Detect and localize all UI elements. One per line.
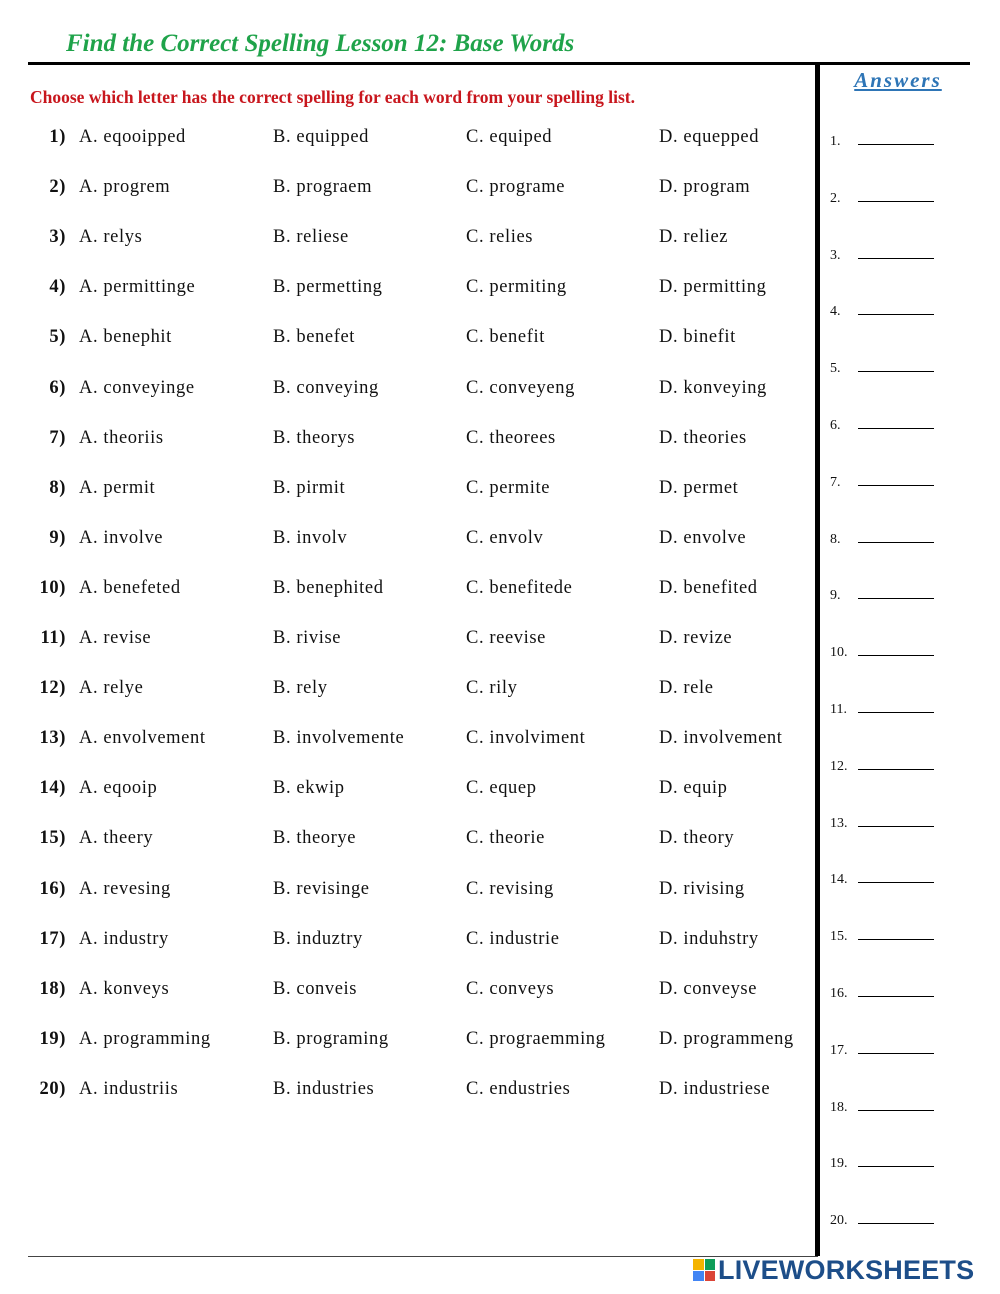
answers-heading: Answers — [854, 68, 942, 92]
answer-blank[interactable] — [858, 371, 934, 372]
option-d[interactable]: D. equepped — [659, 127, 760, 147]
option-d[interactable]: D. theory — [659, 828, 735, 849]
answer-blank[interactable] — [858, 712, 934, 713]
question-row — [0, 1079, 815, 1109]
option-c[interactable]: C. relies — [466, 227, 534, 248]
liveworksheets-brand — [693, 1254, 974, 1286]
answer-blank[interactable] — [858, 314, 934, 315]
option-d[interactable]: D. reliez — [659, 227, 729, 248]
option-b[interactable]: B. involvemente — [273, 728, 405, 749]
option-a[interactable]: A. programming — [79, 1028, 211, 1049]
option-b[interactable]: B. programing — [273, 1028, 389, 1049]
answer-number: 1. — [830, 134, 841, 149]
answer-row — [830, 1156, 934, 1176]
option-b[interactable]: B. conveying — [273, 377, 379, 398]
option-b[interactable]: B. benephited — [273, 577, 384, 598]
answer-number: 5. — [830, 361, 841, 377]
question-number: 17) — [39, 928, 66, 949]
question-number: 15) — [39, 828, 66, 849]
instructions: Choose which letter has the correct spelling for each word from your spelling list. — [30, 87, 635, 107]
option-c[interactable]: C. rily — [466, 678, 518, 699]
option-d[interactable]: D. binefit — [659, 327, 736, 348]
question-number: 14) — [39, 778, 66, 799]
option-a[interactable]: A. industry — [79, 928, 169, 949]
option-d[interactable]: D. programmeng — [659, 1028, 794, 1049]
answer-blank[interactable] — [858, 996, 934, 997]
answer-number: 20. — [830, 1213, 848, 1229]
answer-number: 8. — [830, 531, 841, 547]
question-number: 1) — [49, 127, 66, 147]
option-c[interactable]: C. envolv — [466, 527, 544, 548]
answer-blank[interactable] — [858, 1053, 934, 1054]
answer-row — [830, 986, 934, 1006]
question-number: 18) — [39, 978, 66, 999]
option-b[interactable]: B. induztry — [273, 928, 363, 949]
question-number: 20) — [39, 1078, 66, 1099]
question-row — [0, 929, 815, 959]
question-row — [0, 177, 815, 207]
option-a[interactable]: A. permit — [79, 477, 156, 498]
option-c[interactable]: C. benefitede — [466, 577, 573, 598]
answer-row — [830, 759, 934, 779]
answer-blank[interactable] — [858, 939, 934, 940]
answer-number: 6. — [830, 418, 841, 433]
option-c[interactable]: C. endustries — [466, 1078, 571, 1099]
answer-blank[interactable] — [858, 144, 934, 145]
answer-blank[interactable] — [858, 769, 934, 770]
question-row — [0, 678, 815, 708]
answer-number: 14. — [830, 872, 848, 888]
option-b[interactable]: B. theorye — [273, 828, 357, 849]
question-number: 10) — [39, 577, 66, 598]
option-d[interactable]: D. konveying — [659, 377, 767, 398]
option-c[interactable]: C. theorees — [466, 427, 556, 448]
answer-row — [830, 304, 934, 324]
answer-row — [830, 418, 934, 438]
option-d[interactable]: D. envolve — [659, 527, 747, 548]
answer-number: 3. — [830, 247, 841, 263]
option-b[interactable]: B. rely — [273, 678, 328, 699]
option-a[interactable]: A. theery — [79, 828, 154, 849]
option-b[interactable]: B. benefet — [273, 327, 356, 348]
option-b[interactable]: B. rivise — [273, 628, 342, 648]
question-number: 4) — [49, 277, 66, 298]
question-row — [0, 1029, 815, 1059]
question-number: 8) — [49, 477, 66, 498]
logo-tile — [705, 1259, 716, 1270]
option-b[interactable]: B. conveis — [273, 978, 358, 999]
question-number: 5) — [49, 327, 66, 348]
option-d[interactable]: D. rivising — [659, 878, 745, 899]
logo-tile — [693, 1259, 704, 1270]
option-d[interactable]: D. equip — [659, 778, 728, 799]
answer-row — [830, 134, 934, 154]
option-d[interactable]: D. revize — [659, 628, 733, 648]
answer-number: 17. — [830, 1042, 848, 1058]
option-d[interactable]: D. induhstry — [659, 928, 759, 949]
option-a[interactable]: A. benephit — [79, 327, 172, 348]
answer-row — [830, 816, 934, 836]
answer-blank[interactable] — [858, 598, 934, 599]
question-row — [0, 528, 815, 558]
option-b[interactable]: B. ekwip — [273, 778, 345, 799]
option-a[interactable]: A. envolvement — [79, 728, 206, 749]
option-b[interactable]: B. pirmit — [273, 477, 346, 498]
question-number: 6) — [49, 377, 66, 398]
option-c[interactable]: C. programe — [466, 177, 566, 198]
question-row — [0, 277, 815, 307]
question-row — [0, 478, 815, 508]
answer-blank[interactable] — [858, 882, 934, 883]
option-b[interactable]: B. industries — [273, 1078, 375, 1099]
option-c[interactable]: C. permite — [466, 477, 551, 498]
answer-number: 11. — [830, 702, 847, 717]
question-number: 3) — [49, 227, 66, 248]
answer-number: 2. — [830, 190, 841, 206]
brand-name: LIVEWORKSHEETS — [718, 1254, 975, 1285]
option-b[interactable]: B. reliese — [273, 227, 349, 248]
option-a[interactable]: A. eqooipped — [79, 127, 186, 147]
answer-number: 16. — [830, 986, 848, 1001]
option-a[interactable]: A. conveyinge — [79, 377, 195, 398]
option-b[interactable]: B. theorys — [273, 427, 356, 448]
answer-row — [830, 929, 934, 949]
answer-number: 13. — [830, 815, 848, 831]
question-number: 16) — [39, 878, 66, 899]
option-c[interactable]: C. theorie — [466, 828, 545, 849]
question-row — [0, 728, 815, 758]
liveworksheets-logo-icon — [693, 1259, 715, 1281]
option-b[interactable]: B. prograem — [273, 177, 373, 198]
logo-tile — [705, 1271, 716, 1282]
answer-number: 18. — [830, 1099, 848, 1115]
option-c[interactable]: C. prograemming — [466, 1028, 606, 1049]
question-number: 19) — [39, 1028, 66, 1049]
question-number: 11) — [40, 628, 66, 648]
question-row — [0, 378, 815, 408]
answer-blank[interactable] — [858, 826, 934, 827]
answer-number: 4. — [830, 304, 841, 320]
answer-row — [830, 191, 934, 211]
option-a[interactable]: A. eqooip — [79, 778, 158, 799]
option-d[interactable]: D. involvement — [659, 728, 783, 749]
answer-blank[interactable] — [858, 655, 934, 656]
answer-number: 7. — [830, 474, 841, 490]
option-c[interactable]: C. conveys — [466, 978, 555, 999]
question-number: 13) — [39, 728, 66, 749]
option-a[interactable]: A. permittinge — [79, 277, 196, 298]
option-d[interactable]: D. rele — [659, 678, 714, 699]
option-d[interactable]: D. industriese — [659, 1078, 771, 1099]
option-a[interactable]: A. involve — [79, 527, 164, 548]
option-c[interactable]: C. equep — [466, 778, 537, 799]
question-row — [0, 127, 815, 157]
answer-blank[interactable] — [858, 485, 934, 486]
option-c[interactable]: C. conveyeng — [466, 377, 575, 398]
answer-row — [830, 361, 934, 381]
answer-number: 19. — [830, 1156, 848, 1172]
question-row — [0, 778, 815, 808]
answer-blank[interactable] — [858, 1223, 934, 1224]
question-row — [0, 578, 815, 608]
question-number: 2) — [49, 177, 66, 198]
option-a[interactable]: A. revesing — [79, 878, 171, 899]
option-c[interactable]: C. reevise — [466, 628, 546, 648]
option-d[interactable]: D. permet — [659, 477, 739, 498]
question-number: 9) — [49, 527, 66, 548]
option-a[interactable]: A. theoriis — [79, 427, 164, 448]
answer-number: 12. — [830, 758, 848, 774]
answer-row — [830, 872, 934, 892]
question-row — [0, 428, 815, 458]
option-d[interactable]: D. theories — [659, 427, 747, 448]
answer-row — [830, 475, 934, 495]
option-a[interactable]: A. progrem — [79, 177, 171, 198]
option-c[interactable]: C. equiped — [466, 127, 553, 147]
option-a[interactable]: A. benefeted — [79, 577, 181, 598]
question-row — [0, 979, 815, 1009]
option-a[interactable]: A. industriis — [79, 1078, 179, 1099]
option-c[interactable]: C. revising — [466, 878, 554, 899]
answer-row — [830, 1213, 934, 1233]
answer-blank[interactable] — [858, 1166, 934, 1167]
answers-column-divider — [815, 62, 820, 1256]
answer-row — [830, 702, 934, 722]
answer-row — [830, 248, 934, 268]
answer-row — [830, 1100, 934, 1120]
page-title: Find the Correct Spelling Lesson 12: Base Words — [66, 30, 575, 57]
option-a[interactable]: A. relye — [79, 678, 144, 699]
option-c[interactable]: C. permiting — [466, 277, 567, 298]
answer-blank[interactable] — [858, 1110, 934, 1111]
option-b[interactable]: B. revisinge — [273, 878, 370, 899]
option-b[interactable]: B. involv — [273, 527, 348, 548]
answer-row — [830, 588, 934, 608]
option-d[interactable]: D. benefited — [659, 577, 758, 598]
option-b[interactable]: B. permetting — [273, 277, 383, 298]
answer-blank[interactable] — [858, 258, 934, 259]
option-c[interactable]: C. involviment — [466, 728, 586, 749]
answer-blank[interactable] — [858, 428, 934, 429]
question-number: 12) — [39, 678, 66, 699]
question-row — [0, 327, 815, 357]
answer-row — [830, 645, 934, 665]
option-d[interactable]: D. program — [659, 177, 751, 198]
option-c[interactable]: C. industrie — [466, 928, 560, 949]
question-row — [0, 227, 815, 257]
question-number: 7) — [49, 427, 66, 448]
answer-blank[interactable] — [858, 542, 934, 543]
option-a[interactable]: A. revise — [79, 628, 152, 648]
option-b[interactable]: B. equipped — [273, 127, 370, 147]
answer-number: 9. — [830, 588, 841, 604]
option-d[interactable]: D. permitting — [659, 277, 767, 298]
answer-blank[interactable] — [858, 201, 934, 202]
option-a[interactable]: A. konveys — [79, 978, 170, 999]
logo-tile — [693, 1271, 704, 1282]
header-divider — [28, 62, 970, 65]
option-d[interactable]: D. conveyse — [659, 978, 758, 999]
option-a[interactable]: A. relys — [79, 227, 143, 248]
answer-row — [830, 1043, 934, 1063]
answer-number: 15. — [830, 929, 848, 945]
question-row — [0, 879, 815, 909]
option-c[interactable]: C. benefit — [466, 327, 545, 348]
question-row — [0, 828, 815, 858]
answer-row — [830, 532, 934, 552]
answer-number: 10. — [830, 645, 848, 661]
question-row — [0, 628, 815, 658]
